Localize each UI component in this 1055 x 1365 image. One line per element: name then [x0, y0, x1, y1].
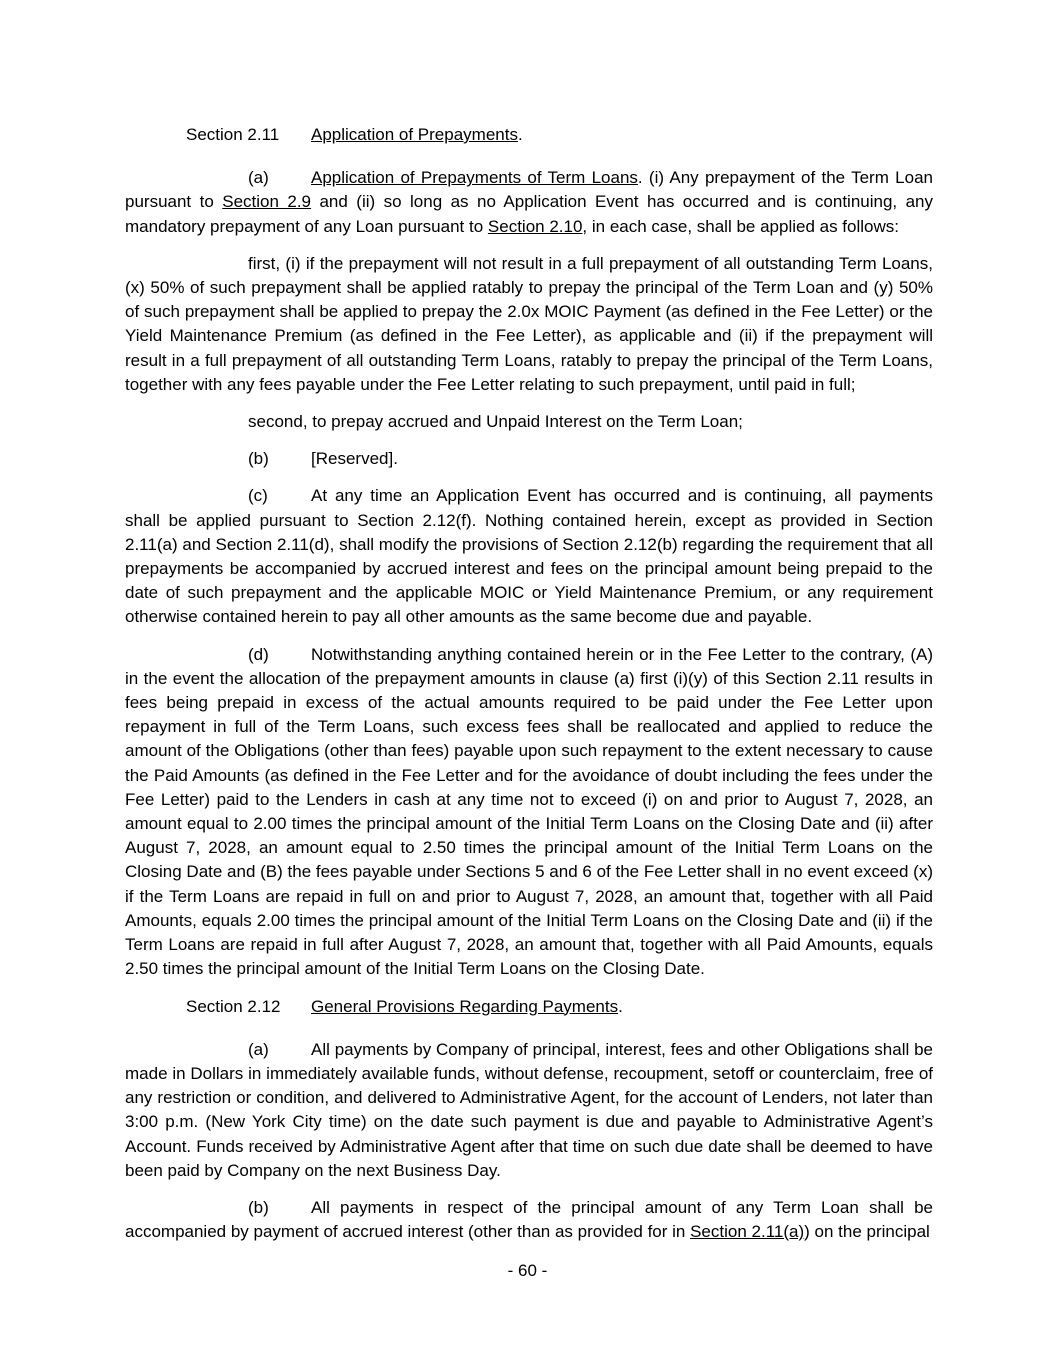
- section-heading: [125, 995, 933, 1019]
- paragraph: [125, 1196, 933, 1244]
- paragraph: [125, 252, 933, 397]
- indent-spacer: [125, 500, 248, 501]
- text-run: second, to prepay accrued and Unpaid Interest on the Term Loan;: [248, 412, 743, 432]
- text-run: ) on the principal: [804, 1222, 930, 1242]
- section-heading: [125, 123, 933, 147]
- text-run: Notwithstanding anything contained herein or in the Fee Letter to the contrary, (A) in the event the allocation of the prepayment amounts in clause (a) first (i)(y) of this Section 2.11 results in fees being prepaid in excess of the actual amounts required to be paid under the Fee Letter upon repayment in full of the Term Loans, such excess fees shall be reallocated and applied to reduce the amount of the Obligations (other than fees) payable upon such repayment to the extent necessary to cause the Paid Amounts (as defined in the Fee Letter and for the avoidance of doubt including the fees under the Fee Letter) paid to the Lenders in cash at any time not to exceed (i) on and prior to August 7, 2028, an amount equal to 2.00 times the principal amount of the Initial Term Loans on the Closing Date and (ii) after August 7, 2028, an amount equal to 2.50 times the principal amount of the Initial Term Loans on the Closing Date and (B) the fees payable under Sections 5 and 6 of the Fee Letter shall in no event exceed (x) if the Term Loans are repaid in full on and prior to August 7, 2028, an amount that, together with all Paid Amounts, equals 2.00 times the principal amount of the Initial Term Loans on the Closing Date and (ii) if the Term Loans are repaid in full after August 7, 2028, an amount that, together with all Paid Amounts, equals 2.50 times the principal amount of the Initial Term Loans on the Closing Date.: [125, 644, 933, 979]
- text-run: All payments by Company of principal, interest, fees and other Obligations shall be made in Dollars in immediately available funds, without defense, recoupment, setoff or counterclaim, free of any restriction or condition, and delivered to Administrative Agent, for the account of Lenders, not later than 3:00 p.m. (New York City time) on the date such payment is due and payable to Administrative Agent’s Account. Funds received by Administrative Agent after that time on such due date shall be deemed to have been paid by Company on the next Business Day.: [125, 1039, 933, 1180]
- clause-label: (a): [248, 1039, 269, 1059]
- paragraph: [125, 447, 933, 471]
- indent-spacer: [125, 426, 248, 427]
- underlined-reference: General Provisions Regarding Payments: [311, 996, 619, 1016]
- indent-spacer: [125, 463, 248, 464]
- underlined-reference: Section 2.10: [487, 216, 583, 236]
- paragraph: [125, 1038, 933, 1183]
- text-run: . (i) Any prepayment of the Term Loan pursuant to: [125, 168, 933, 212]
- paragraph: [125, 166, 933, 239]
- indent-spacer: [125, 268, 248, 269]
- underlined-reference: Application of Prepayments: [311, 125, 518, 144]
- document-body: [125, 123, 933, 1244]
- text-run: .: [618, 996, 623, 1016]
- paragraph: [125, 410, 933, 434]
- indent-spacer: [125, 1212, 248, 1213]
- clause-label: (c): [248, 486, 268, 506]
- paragraph: [125, 484, 933, 629]
- page-number: - 60 -: [507, 1260, 548, 1280]
- indent-spacer: [125, 182, 248, 183]
- indent-spacer: [125, 659, 248, 660]
- indent-spacer: [125, 1054, 248, 1055]
- underlined-reference: Section 2.9: [222, 192, 312, 212]
- text-run: and (ii) so long as no Application Event has occurred and is continuing, any mandatory prepayment of any Loan pursuant to: [125, 192, 934, 236]
- indent-spacer: [125, 1011, 186, 1012]
- section-number: Section 2.11: [186, 125, 280, 144]
- paragraph: [125, 643, 933, 982]
- text-run: , in each case, shall be applied as follows:: [582, 216, 899, 236]
- section-number: Section 2.12: [186, 996, 281, 1016]
- text-run: first, (i) if the prepayment will not result in a full prepayment of all outstanding Term Loans, (x) 50% of such prepayment shall be applied ratably to prepay the principal of the Term Loan and (y) 50% of such prepayment shall be applied to prepay the 2.0x MOIC Payment (as defined in the Fee Letter) or the Yield Maintenance Premium (as defined in the Fee Letter), as applicable and (ii) if the prepayment will result in a full prepayment of all outstanding Term Loans, ratably to prepay the principal of the Term Loans, together with any fees payable under the Fee Letter relating to such prepayment, until paid in full;: [125, 253, 933, 394]
- underlined-reference: Section 2.11(a): [690, 1222, 805, 1242]
- text-run: .: [517, 125, 523, 144]
- text-run: All payments in respect of the principal amount of any Term Loan shall be accompanied by payment of accrued interest (other than as provided for in: [125, 1197, 933, 1242]
- indent-spacer: [125, 139, 186, 140]
- underlined-reference: Application of Prepayments of Term Loans: [311, 168, 638, 188]
- text-run: [Reserved].: [311, 449, 398, 469]
- clause-label: (a): [248, 168, 269, 188]
- text-run: At any time an Application Event has occurred and is continuing, all payments shall be applied pursuant to Section 2.12(f). Nothing contained herein, except as provided in Section 2.11(a) and Section 2.11(d), shall modify the provisions of Section 2.12(b) regarding the requirement that all prepayments be accompanied by accrued interest and fees on the principal amount being prepaid to the date of such prepayment and the applicable MOIC or Yield Maintenance Premium, or any requirement otherwise contained herein to pay all other amounts as the same become due and payable.: [125, 486, 933, 627]
- clause-label: (b): [248, 449, 269, 469]
- clause-label: (d): [248, 644, 269, 664]
- clause-label: (b): [248, 1197, 269, 1217]
